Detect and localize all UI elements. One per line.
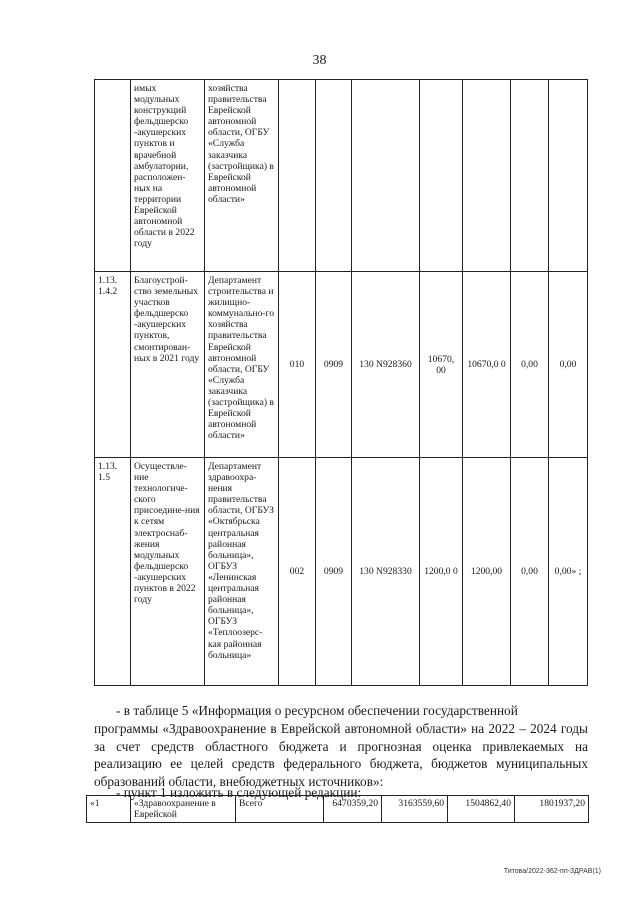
row-rzpr: 0909	[316, 272, 352, 458]
row-value-2	[463, 80, 511, 272]
row-csr: 130 N928330	[352, 458, 420, 686]
table-row	[95, 272, 588, 458]
table-row	[95, 80, 588, 272]
row-value-1	[420, 80, 463, 272]
funding-year-2024: 1801937,20	[515, 796, 589, 823]
paragraph-rest: программы «Здравоохранение в Еврейской автономной области» на 2022 – 2024 годы за счет средств областного бюджета и прогнозная оценка привлекаемых на реализацию ее целей средств федерального бюджета, бюджетов муниципальных образований области, внебюджетных источников»:	[94, 720, 588, 790]
row-csr: 130 N928360	[352, 272, 420, 458]
row-event-name: имых модульных конструкций фельдшерско -акушерских пунктов и врачебной амбулатории, расположен-ных на территории Еврейской автономной области в 2022 году	[131, 80, 205, 272]
funding-year-2022: 3163559,60	[382, 796, 448, 823]
row-executor: Департамент строительства и жилищно-коммунально-го хозяйства правительства Еврейской автономной области, ОГБУ «Служба заказчика (застройщика) в Еврейской автономной области»	[205, 272, 279, 458]
funding-source: Всего	[236, 796, 324, 823]
row-value-4	[549, 80, 588, 272]
page-number: 38	[312, 53, 327, 68]
row-grbs: 010	[279, 272, 316, 458]
table-row	[95, 458, 588, 686]
row-number: 1.13. 1.4.2	[95, 272, 131, 458]
row-rzpr: 0909	[316, 458, 352, 686]
row-value-1: 10670, 00	[420, 272, 463, 458]
amendment-paragraph-table5	[94, 702, 588, 791]
row-value-3: 0,00	[511, 272, 549, 458]
resource-table	[94, 79, 588, 686]
row-grbs	[279, 80, 316, 272]
document-footer-code: Титова/2022-362-пп-ЗДРАВ(1)	[503, 868, 601, 875]
row-value-4: 0,00	[549, 272, 588, 458]
row-grbs: 002	[279, 458, 316, 686]
row-rzpr	[316, 80, 352, 272]
row-value-1: 1200,0 0	[420, 458, 463, 686]
row-value-2: 1200,00	[463, 458, 511, 686]
funding-total: 6470359,20	[324, 796, 382, 823]
row-value-4: 0,00» ;	[549, 458, 588, 686]
row-event-name: Осуществле-ние технологиче-ского присоедине-ния к сетям электроснаб-жения модульных фельдшерско -акушерских пунктов в 2022 году	[131, 458, 205, 686]
funding-program-name: «Здравоохранение в Еврейской	[131, 796, 236, 823]
row-value-3: 0,00	[511, 458, 549, 686]
row-event-name: Благоустрой-ство земельных участков фельдшерско -акушерских пунктов, смонтирован-ных в 2021 году	[131, 272, 205, 458]
table-row	[87, 796, 589, 823]
row-value-3	[511, 80, 549, 272]
row-number	[95, 80, 131, 272]
paragraph-first-line: - в таблице 5 «Информация о ресурсном обеспечении государственной	[116, 703, 518, 718]
row-executor: Департамент здравоохра-нения правительства области, ОГБУЗ «Октябрьска центральная районная больница», ОГБУЗ «Ленинская центральная районная больница», ОГБУЗ «Теплоозерс-кая районная больница»	[205, 458, 279, 686]
row-csr	[352, 80, 420, 272]
funding-year-2023: 1504862,40	[448, 796, 515, 823]
row-number: 1.13. 1.5	[95, 458, 131, 686]
amendment-paragraph-point1: - пункт 1 изложить в следующей редакции:	[116, 785, 362, 800]
row-executor: хозяйства правительства Еврейской автономной области, ОГБУ «Служба заказчика (застройщика) в Еврейской автономной области»	[205, 80, 279, 272]
funding-row-number: «1	[87, 796, 131, 823]
funding-table	[86, 795, 589, 823]
row-value-2: 10670,0 0	[463, 272, 511, 458]
